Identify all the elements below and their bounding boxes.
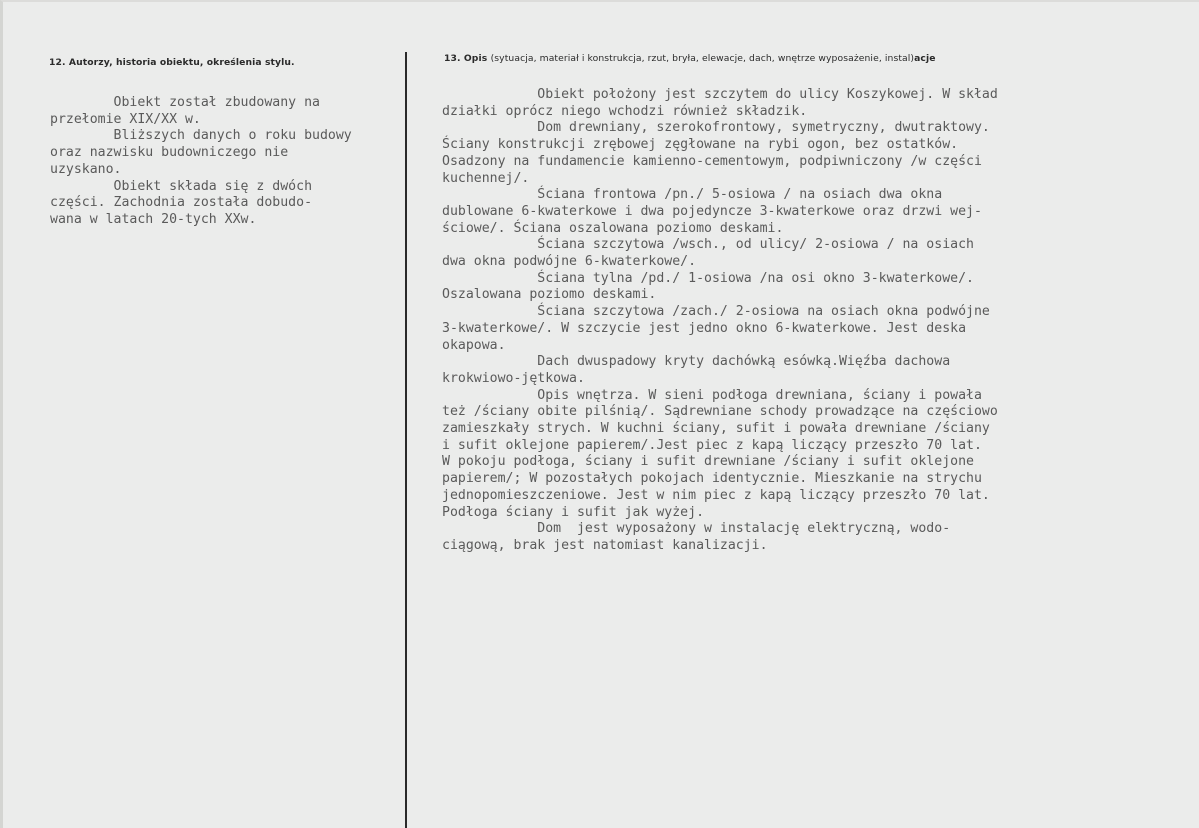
section-13-text-line: Dach dwuspadowy kryty dachówką esówką.Więźba dachowa	[442, 354, 951, 370]
section-13-text-line: W pokoju podłoga, ściany i sufit drewniane /ściany i sufit oklejone	[442, 454, 974, 470]
section-13-text-line: Dom drewniany, szerokofrontowy, symetryczny, dwutraktowy.	[442, 120, 990, 136]
section-12-number: 12.	[49, 57, 66, 68]
section-13-heading	[444, 53, 936, 64]
section-13-text-line: Ściana szczytowa /zach./ 2-osiowa na osiach okna podwójne	[442, 304, 990, 320]
section-13-text-line: 3-kwaterkowe/. W szczycie jest jedno okno 6-kwaterkowe. Jest deska	[442, 320, 967, 336]
section-13-text-line: kuchennej/.	[442, 170, 530, 186]
section-13-text-line: jednopomieszczeniowe. Jest w nim piec z kapą liczący przeszło 70 lat.	[442, 487, 990, 503]
section-13-text-line: ściowe/. Ściana oszalowana poziomo deskami.	[442, 220, 784, 236]
section-13-text-line: i sufit oklejone papierem/.Jest piec z kapą liczący przeszło 70 lat.	[442, 437, 982, 453]
section-13-body	[442, 87, 998, 555]
section-13-text-line: dwa okna podwójne 6-kwaterkowe/.	[442, 254, 697, 270]
section-13-text-line: dublowane 6-kwaterkowe i dwa pojedyncze 3-kwaterkowe oraz drzwi wej-	[442, 203, 982, 219]
section-12-heading	[49, 57, 295, 68]
column-divider	[405, 52, 407, 828]
section-13-text-line: ciągową, brak jest natomiast kanalizacji.	[442, 537, 768, 553]
section-12-text-line: przełomie XIX/XX w.	[50, 111, 201, 127]
section-13-text-line: Oszalowana poziomo deskami.	[442, 287, 657, 303]
section-13-text-line: krokwiowo-jętkowa.	[442, 370, 585, 386]
section-12-text-line: Obiekt został zbudowany na	[50, 95, 320, 110]
section-13-text-line: papierem/; W pozostałych pokojach identycznie. Mieszkanie na strychu	[442, 471, 982, 487]
section-13-text-line: Ściany konstrukcji zrębowej zęgłowane na rybi ogon, bez ostatków.	[442, 137, 959, 153]
section-13-text-line: Podłoga ściany i sufit jak wyżej.	[442, 504, 705, 520]
section-13-text-line: też /ściany obite pilśnią/. Sądrewniane schody prowadzące na częściowo	[442, 404, 998, 420]
section-13-subtitle: (sytuacja, materiał i konstrukcja, rzut, bryła, elewacje, dach, wnętrze wyposażenie, instal)	[490, 53, 915, 64]
section-13-text-line: działki oprócz niego wchodzi również składzik.	[442, 103, 808, 119]
section-12-title: Autorzy, historia obiektu, określenia stylu.	[68, 57, 295, 68]
section-13-text-line: Osadzony na fundamencie kamienno-cementowym, podpiwniczony /w części	[442, 153, 982, 169]
section-12-body	[50, 95, 352, 229]
section-13-number: 13.	[444, 53, 461, 64]
section-13-text-line: Obiekt położony jest szczytem do ulicy Koszykowej. W skład	[442, 87, 998, 102]
section-12-text-line: oraz nazwisku budowniczego nie	[50, 145, 289, 161]
section-13-text-line: zamieszkały strych. W kuchni ściany, sufit i powała drewniane /ściany	[442, 421, 990, 437]
section-13-text-line: Ściana tylna /pd./ 1-osiowa /na osi okno 3-kwaterkowe/.	[442, 270, 974, 286]
section-13-text-line: Opis wnętrza. W sieni podłoga drewniana, ściany i powała	[442, 387, 982, 403]
section-13-title: Opis	[463, 53, 488, 64]
section-13-subtitle-end: acje	[914, 53, 936, 64]
section-13-text-line: okapowa.	[442, 337, 506, 353]
section-13-text-line: Ściana frontowa /pn./ 5-osiowa / na osiach dwa okna	[442, 187, 943, 203]
section-12-text-line: Obiekt składa się z dwóch	[50, 178, 313, 194]
section-12-text-line: Bliższych danych o roku budowy	[50, 128, 352, 144]
section-13-text-line: Dom jest wyposażony w instalację elektryczną, wodo-	[442, 521, 951, 537]
section-12-text-line: części. Zachodnia została dobudo-	[50, 195, 313, 211]
section-13-text-line: Ściana szczytowa /wsch., od ulicy/ 2-osiowa / na osiach	[442, 237, 974, 253]
section-12-text-line: wana w latach 20-tych XXw.	[50, 211, 257, 227]
section-12-text-line: uzyskano.	[50, 161, 122, 177]
